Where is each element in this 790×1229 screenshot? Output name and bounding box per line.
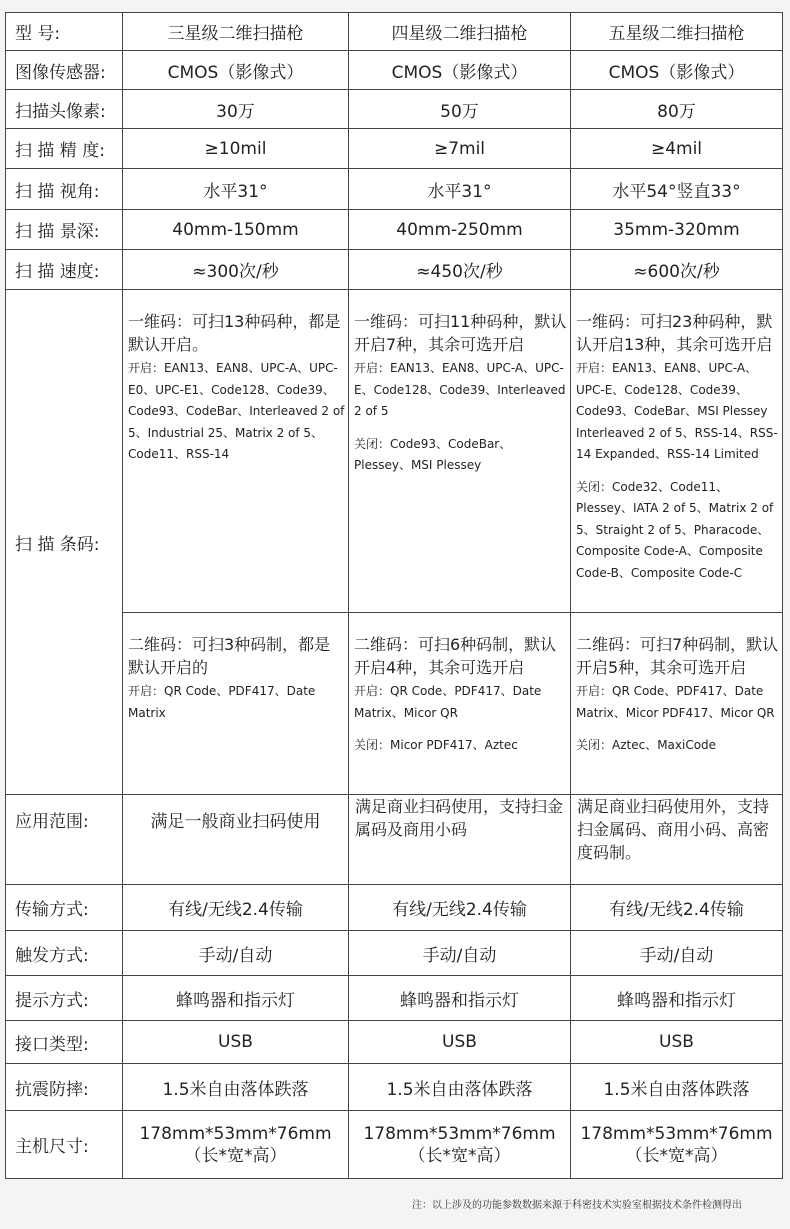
barcode-1d-row — [6, 290, 783, 613]
barcode-2d-disabled: 关闭：Aztec、MaxiCode — [576, 738, 717, 752]
barcode-1d-enabled: 开启：EAN13、EAN8、UPC-A、UPC-E、Code128、Code39、Interleaved 2 of 5 — [354, 361, 566, 418]
table-row — [6, 885, 783, 931]
barcode-2d-title: 二维码：可扫3种码制，都是默认开启的 — [128, 635, 331, 677]
size-label: 主机尺寸: — [6, 1111, 123, 1179]
cell-value: 50万 — [349, 90, 571, 129]
row-label: 扫 描 视角: — [6, 169, 123, 210]
cell-value: 水平31° — [123, 169, 349, 210]
barcode-2d-disabled: 关闭：Micor PDF417、Aztec — [354, 738, 518, 752]
application-row — [6, 795, 783, 885]
size-dimensions-note: （长*宽*高） — [408, 1145, 511, 1166]
barcode-2d-cell — [349, 613, 571, 795]
size-value — [571, 1111, 783, 1179]
size-value — [123, 1111, 349, 1179]
barcode-2d-enabled: 开启：QR Code、PDF417、Date Matrix、Micor PDF417、Micor QR — [576, 684, 775, 720]
cell-value: USB — [349, 1021, 571, 1064]
cell-value: ≥10mil — [123, 129, 349, 169]
barcode-2d-title: 二维码：可扫7种码制，默认开启5种，其余可选开启 — [576, 635, 779, 677]
table-row — [6, 169, 783, 210]
table-row — [6, 1064, 783, 1111]
table-row — [6, 976, 783, 1021]
application-label: 应用范围: — [6, 795, 123, 885]
barcode-1d-title: 一维码：可扫11种码种，默认开启7种，其余可选开启 — [354, 312, 567, 354]
row-label: 扫描头像素: — [6, 90, 123, 129]
barcode-1d-disabled: 关闭：Code93、CodeBar、Plessey、MSI Plessey — [354, 436, 512, 472]
cell-value: 手动/自动 — [123, 931, 349, 976]
cell-value: 手动/自动 — [571, 931, 783, 976]
size-dimensions-note: （长*宽*高） — [184, 1145, 287, 1166]
application-value: 满足商业扫码使用，支持扫金属码及商用小码 — [349, 795, 571, 885]
size-dimensions: 178mm*53mm*76mm — [363, 1123, 556, 1144]
barcode-1d-disabled: 关闭：Code32、Code11、Plessey、IATA 2 of 5、Matrix 2 of 5、Straight 2 of 5、Pharacode、Composite Code-A、Composite Code-B、Composite Code-C — [576, 479, 774, 580]
cell-value: USB — [123, 1021, 349, 1064]
barcode-1d-cell — [123, 290, 349, 613]
cell-value: ≥7mil — [349, 129, 571, 169]
row-label: 扫 描 景深: — [6, 210, 123, 250]
row-label: 传输方式: — [6, 885, 123, 931]
barcode-2d-cell — [123, 613, 349, 795]
row-label: 触发方式: — [6, 931, 123, 976]
row-label: 扫 描 精 度: — [6, 129, 123, 169]
cell-value: CMOS（影像式） — [349, 51, 571, 90]
cell-value: 水平54°竖直33° — [571, 169, 783, 210]
table-row — [6, 90, 783, 129]
cell-value: 手动/自动 — [349, 931, 571, 976]
cell-value: ≥4mil — [571, 129, 783, 169]
cell-value: 35mm-320mm — [571, 210, 783, 250]
cell-value: ≈450次/秒 — [349, 250, 571, 290]
cell-value: 有线/无线2.4传输 — [123, 885, 349, 931]
barcode-label: 扫 描 条码: — [6, 290, 123, 795]
size-row — [6, 1111, 783, 1179]
cell-value: 蜂鸣器和指示灯 — [349, 976, 571, 1021]
cell-value: 水平31° — [349, 169, 571, 210]
row-label: 提示方式: — [6, 976, 123, 1021]
barcode-1d-cell — [349, 290, 571, 613]
size-dimensions-note: （长*宽*高） — [625, 1145, 728, 1166]
table-row — [6, 51, 783, 90]
barcode-2d-cell — [571, 613, 783, 795]
cell-value: USB — [571, 1021, 783, 1064]
barcode-2d-row — [6, 613, 783, 795]
model-3star: 三星级二维扫描枪 — [123, 13, 349, 51]
spec-table — [5, 12, 783, 1179]
size-dimensions: 178mm*53mm*76mm — [580, 1123, 773, 1144]
table-row — [6, 250, 783, 290]
barcode-1d-enabled: 开启：EAN13、EAN8、UPC-A、UPC-E、Code128、Code39、Code93、CodeBar、MSI Plessey Interleaved 2 of 5、RSS-14、RSS-14 Expanded、RSS-14 Limited — [576, 361, 778, 461]
cell-value: CMOS（影像式） — [571, 51, 783, 90]
table-row — [6, 210, 783, 250]
cell-value: 有线/无线2.4传输 — [349, 885, 571, 931]
cell-value: ≈600次/秒 — [571, 250, 783, 290]
table-row — [6, 931, 783, 976]
row-label: 扫 描 速度: — [6, 250, 123, 290]
cell-value: 1.5米自由落体跌落 — [571, 1064, 783, 1111]
barcode-1d-enabled: 开启：EAN13、EAN8、UPC-A、UPC-E0、UPC-E1、Code128、Code39、Code93、CodeBar、Interleaved 2 of 5、Industrial 25、Matrix 2 of 5、Code11、RSS-14 — [128, 361, 345, 461]
cell-value: 有线/无线2.4传输 — [571, 885, 783, 931]
table-row — [6, 1021, 783, 1064]
model-4star: 四星级二维扫描枪 — [349, 13, 571, 51]
table-row — [6, 129, 783, 169]
cell-value: 40mm-150mm — [123, 210, 349, 250]
application-value: 满足一般商业扫码使用 — [123, 795, 349, 885]
cell-value: 30万 — [123, 90, 349, 129]
barcode-1d-title: 一维码：可扫23种码种，默认开启13种，其余可选开启 — [576, 312, 773, 354]
row-label: 图像传感器: — [6, 51, 123, 90]
row-label: 抗震防摔: — [6, 1064, 123, 1111]
barcode-2d-title: 二维码：可扫6种码制，默认开启4种，其余可选开启 — [354, 635, 557, 677]
row-label: 接口类型: — [6, 1021, 123, 1064]
cell-value: 1.5米自由落体跌落 — [123, 1064, 349, 1111]
barcode-2d-enabled: 开启：QR Code、PDF417、Date Matrix — [128, 684, 316, 720]
cell-value: 1.5米自由落体跌落 — [349, 1064, 571, 1111]
application-value: 满足商业扫码使用外，支持扫金属码、商用小码、高密度码制。 — [571, 795, 783, 885]
footnote: 注：以上涉及的功能参数数据来源于科密技术实验室根据技术条件检测得出 — [412, 1200, 742, 1211]
cell-value: 80万 — [571, 90, 783, 129]
cell-value: 40mm-250mm — [349, 210, 571, 250]
model-5star: 五星级二维扫描枪 — [571, 13, 783, 51]
barcode-1d-cell — [571, 290, 783, 613]
cell-value: 蜂鸣器和指示灯 — [571, 976, 783, 1021]
size-value — [349, 1111, 571, 1179]
cell-value: CMOS（影像式） — [123, 51, 349, 90]
cell-value: 蜂鸣器和指示灯 — [123, 976, 349, 1021]
size-dimensions: 178mm*53mm*76mm — [139, 1123, 332, 1144]
header-row — [6, 13, 783, 51]
cell-value: ≈300次/秒 — [123, 250, 349, 290]
barcode-2d-enabled: 开启：QR Code、PDF417、Date Matrix、Micor QR — [354, 684, 542, 720]
model-label: 型 号: — [6, 13, 123, 51]
barcode-1d-title: 一维码：可扫13种码种，都是默认开启。 — [128, 312, 341, 354]
